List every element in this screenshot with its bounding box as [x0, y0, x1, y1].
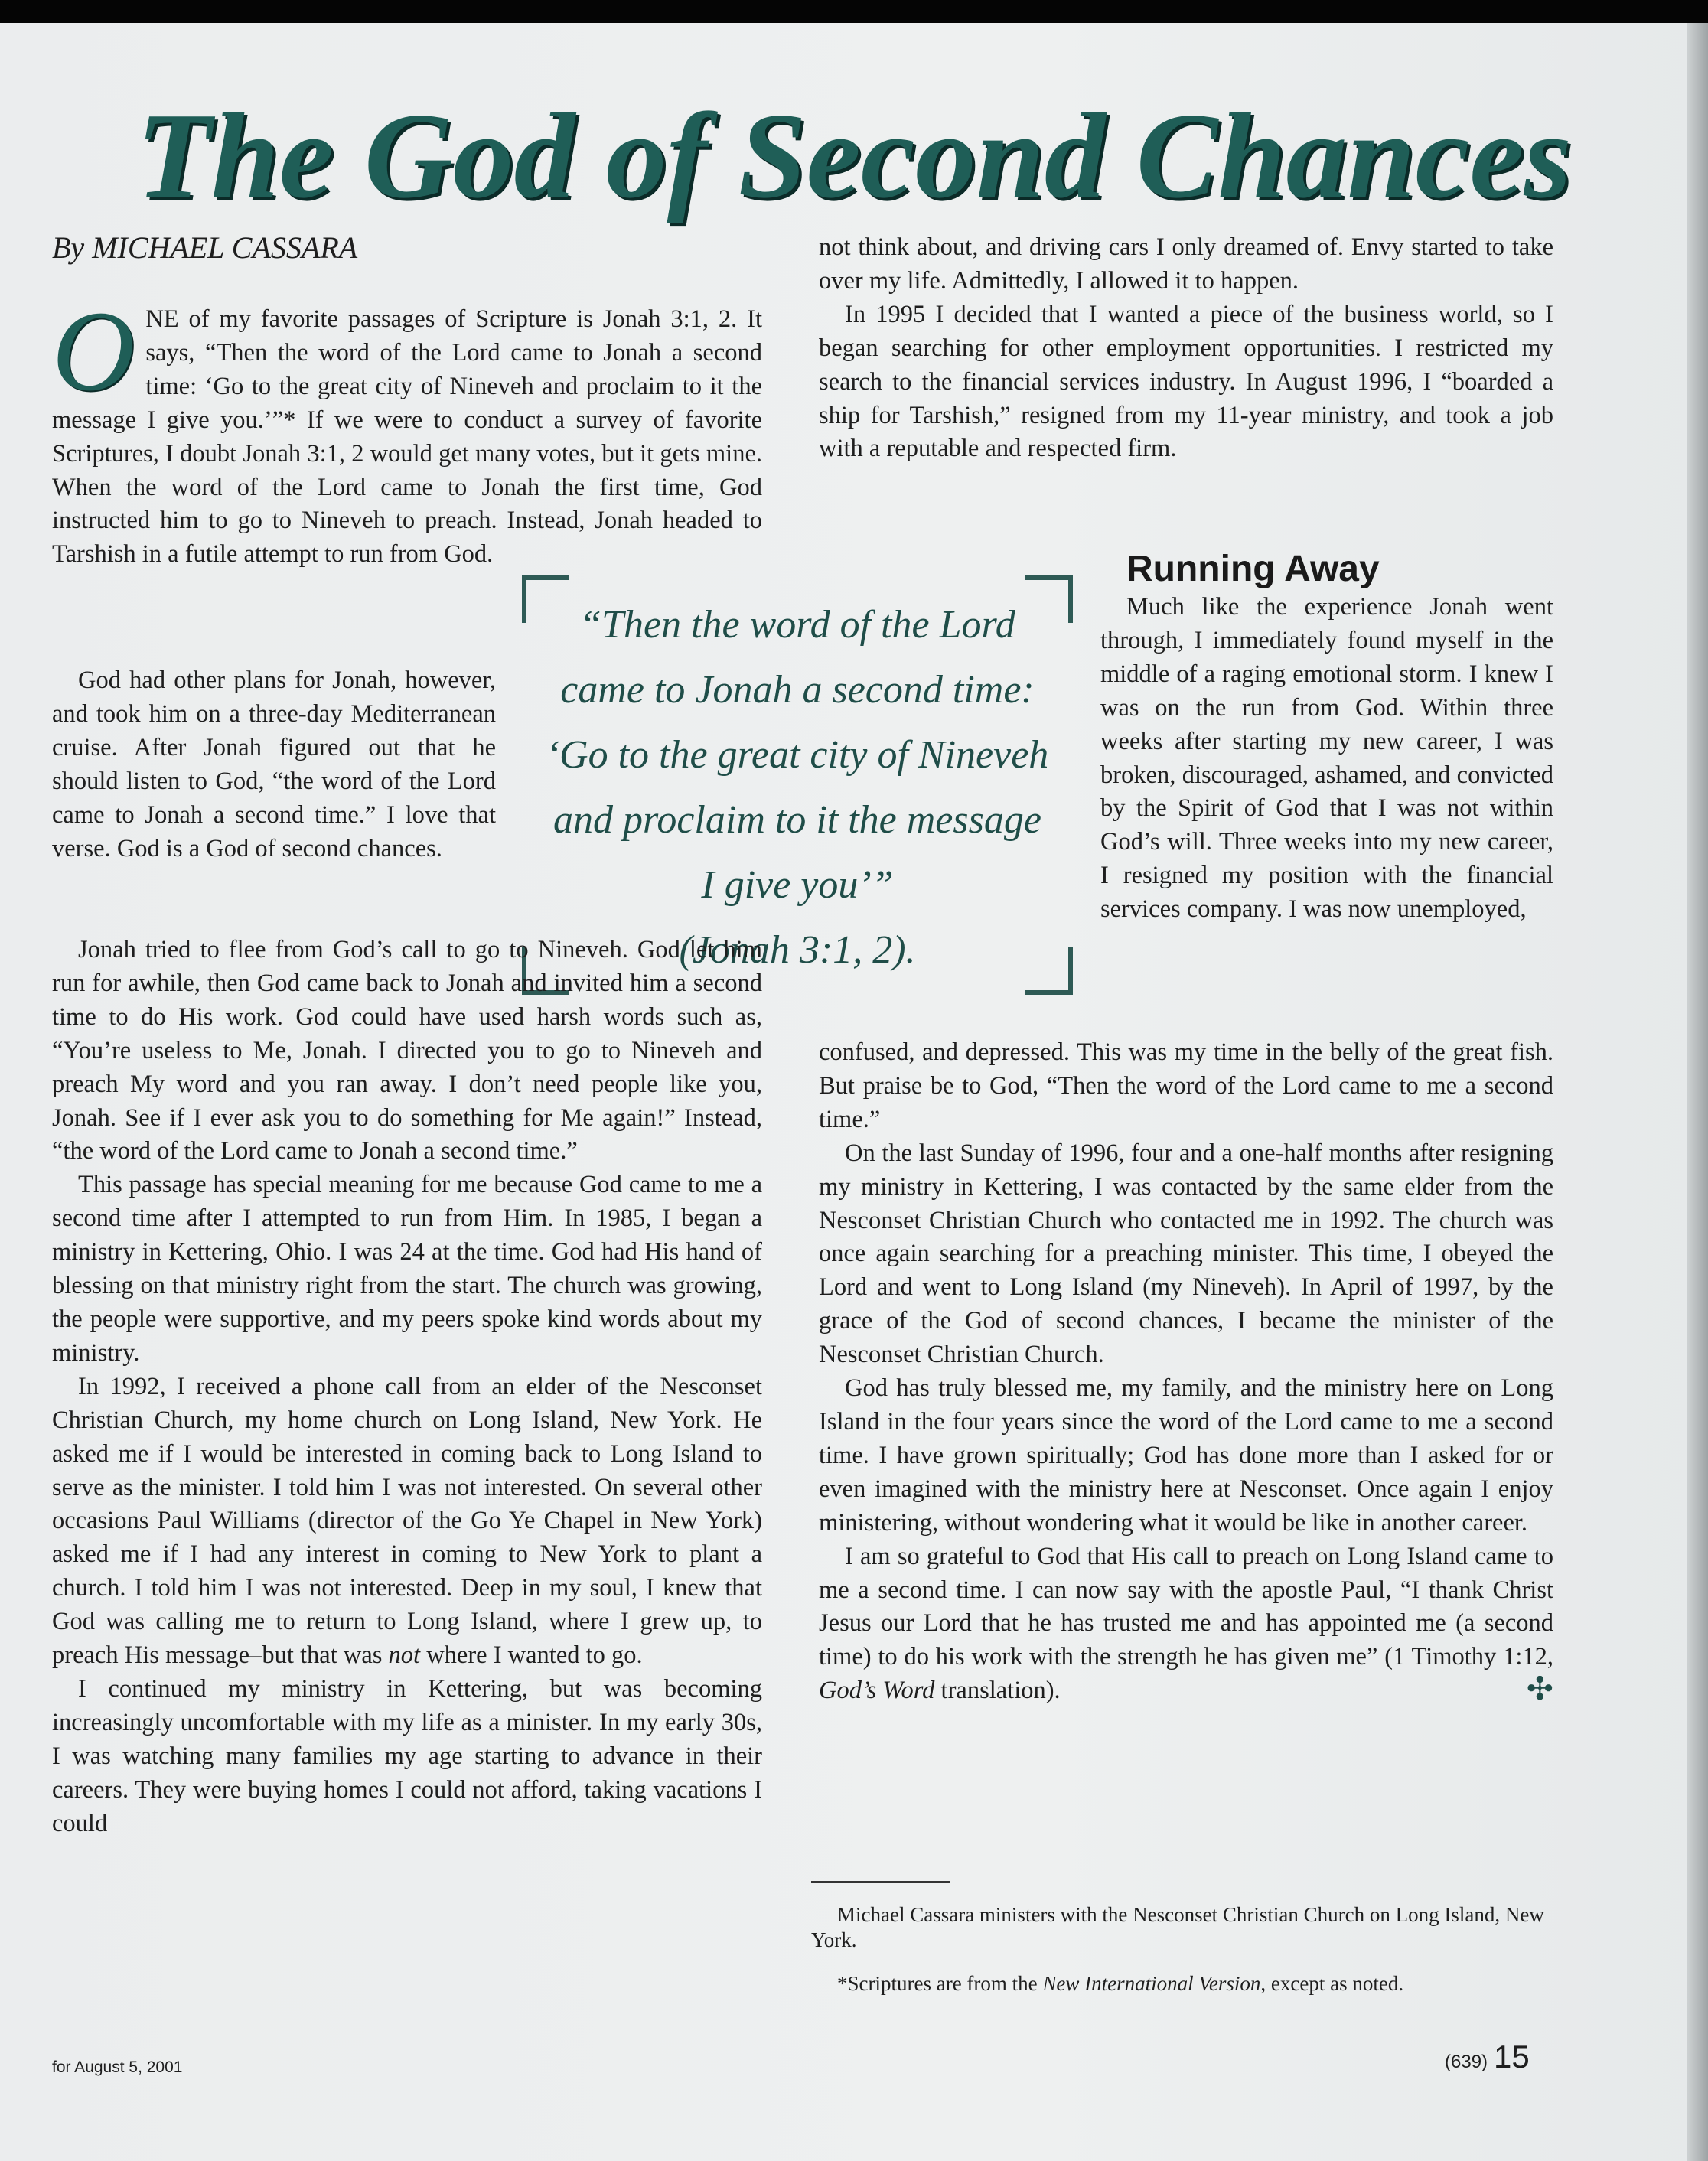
page-folio — [1445, 2039, 1530, 2075]
scripture-note: *Scriptures are from the New International Version, except as noted. — [837, 1972, 1404, 1995]
paragraph-11: God has truly blessed me, my family, and the ministry here on Long Island in the four years since the word of the Lord came to me a second time. I have grown spiritually; God has done more than I asked for or even imagined with the ministry here at Nesconset. Once again I enjoy ministering, without wondering what it would be like in another career. — [819, 1374, 1553, 1537]
paragraph-1: ONE of my favorite passages of Scripture is Jonah 3:1, 2. It says, “Then the word of the Lord came to Jonah a second time: ‘Go to the great city of Nineveh and proclaim to it the message I give you.’”* If we were to conduct a survey of favorite Scriptures, I doubt Jonah 3:1, 2 would get many votes, but it gets mine. When the word of the Lord came to Jonah the first time, God instructed him to go to Nineveh to preach. Instead, Jonah headed to Tarshish in a futile attempt to run from God. — [52, 288, 762, 569]
paragraph-9-continued: confused, and depressed. This was my time in the belly of the great fish. But praise be to God, “Then the word of the Lord came to me a second time.” — [819, 1038, 1553, 1133]
right-column-bottom — [819, 1036, 1553, 1708]
right-column-narrow — [1100, 548, 1553, 927]
author-bio: Michael Cassara ministers with the Nesconset Christian Church on Long Island, New York. — [811, 1903, 1544, 1951]
paragraph-3: Jonah tried to flee from God’s call to go to Nineveh. God let him run for awhile, then God came back to Jonah and invited him a second time to do His work. God could have used harsh words such as, “You’re useless to Me, Jonah. I directed you to go to Nineveh and preach My word and you ran away. I don’t need people like you, Jonah. See if I ever ask you to do something for Me again!” Instead, “the word of the Lord came to Jonah a second time.” — [52, 936, 762, 1165]
left-column-bottom — [52, 934, 762, 1840]
pull-quote — [522, 575, 1073, 995]
left-column-narrow — [52, 664, 496, 865]
left-column-top — [52, 288, 762, 572]
pull-quote-body: “Then the word of the Lord came to Jonah a second time: ‘Go to the great city of Nineveh and proclaim to it the message I give you’” — [546, 603, 1049, 907]
page-edge — [1687, 23, 1708, 2161]
page-number: 15 — [1494, 2039, 1530, 2075]
paragraph-7: not think about, and driving cars I only dreamed of. Envy started to take over my life. Admittedly, I allowed it to happen. — [819, 233, 1553, 295]
end-mark-icon: ✣ — [1526, 1672, 1553, 1708]
footnote-rule — [811, 1881, 950, 1883]
paragraph-5: In 1992, I received a phone call from an elder of the Nesconset Christian Church, my home church on Long Island, New York. He asked me if I would be interested in coming back to Long Island to serve as the minister. I told him I was not interested. On several other occasions Paul Williams (director of the Go Ye Chapel in New York) asked me if I had any interest in coming to New York to plant a church. I told him I was not interested. Deep in my soul, I knew that God was calling me to return to Long Island, where I grew up, to preach His message–but that was not where I wanted to go. — [52, 1372, 762, 1670]
pull-quote-text — [545, 592, 1050, 983]
drop-cap: O — [52, 288, 135, 415]
paragraph-4: This passage has special meaning for me because God came to me a second time after I attempted to run from Him. In 1985, I began a ministry in Kettering, Ohio. I was 24 at the time. God had His hand of blessing on that ministry right from the start. The church was growing, the people were supportive, and my peers spoke kind words about my ministry. — [52, 1171, 762, 1367]
paragraph-10: On the last Sunday of 1996, four and a one-half months after resigning my ministry in Kettering, I was contacted by the same elder from the Nesconset Christian Church who contacted me in 1992. The church was once again searching for a preaching minister. This time, I obeyed the Lord and went to Long Island (my Nineveh). In April of 1997, by the grace of the God of second chances, I became the minister of the Nesconset Christian Church. — [819, 1139, 1553, 1369]
pull-quote-reference: (Jonah 3:1, 2). — [679, 928, 916, 972]
top-edge-shadow — [0, 0, 1708, 23]
paragraph-9: Much like the experience Jonah went through, I immediately found myself in the middle of a raging emotional storm. I knew I was on the run from God. Within three weeks after starting my new career, I was broken, discouraged, ashamed, and convicted by the Spirit of God that I was not within God’s will. Three weeks into my new career, I resigned my position with the financial services company. I was now unemployed, — [1100, 593, 1553, 924]
paragraph-12: I am so grateful to God that His call to preach on Long Island came to me a second time. I can now say with the apostle Paul, “I thank Christ Jesus our Lord that he has trusted me and has appointed me (a second time) to do his work with the strength he has given me” (1 Timothy 1:12, God’s Word translation). ✣ — [819, 1542, 1553, 1708]
paragraph-8: In 1995 I decided that I wanted a piece of the business world, so I began searching for other employment opportunities. I restricted my search to the financial services industry. In August 1996, I “boarded a ship for Tarshish,” resigned from my 11-year ministry, and took a job with a reputable and respected firm. — [819, 300, 1553, 463]
right-column-top — [819, 231, 1553, 466]
section-heading: Running Away — [1126, 549, 1380, 589]
paragraph-6: I continued my ministry in Kettering, but was becoming increasingly uncomfortable with my life as a minister. In my early 30s, I was watching many families my age starting to advance in their careers. They were buying homes I could not afford, taking vacations I could — [52, 1674, 762, 1837]
issue-date: for August 5, 2001 — [52, 2058, 183, 2076]
page-code: (639) — [1445, 2052, 1488, 2072]
paragraph-2: God had other plans for Jonah, however, and took him on a three-day Mediterranean cruise. After Jonah figured out that he should listen to God, “the word of the Lord came to Jonah a second time.” I love that verse. God is a God of second chances. — [52, 667, 496, 862]
byline: By MICHAEL CASSARA — [52, 230, 358, 265]
article-title: The God of Second Chances — [136, 87, 1572, 223]
